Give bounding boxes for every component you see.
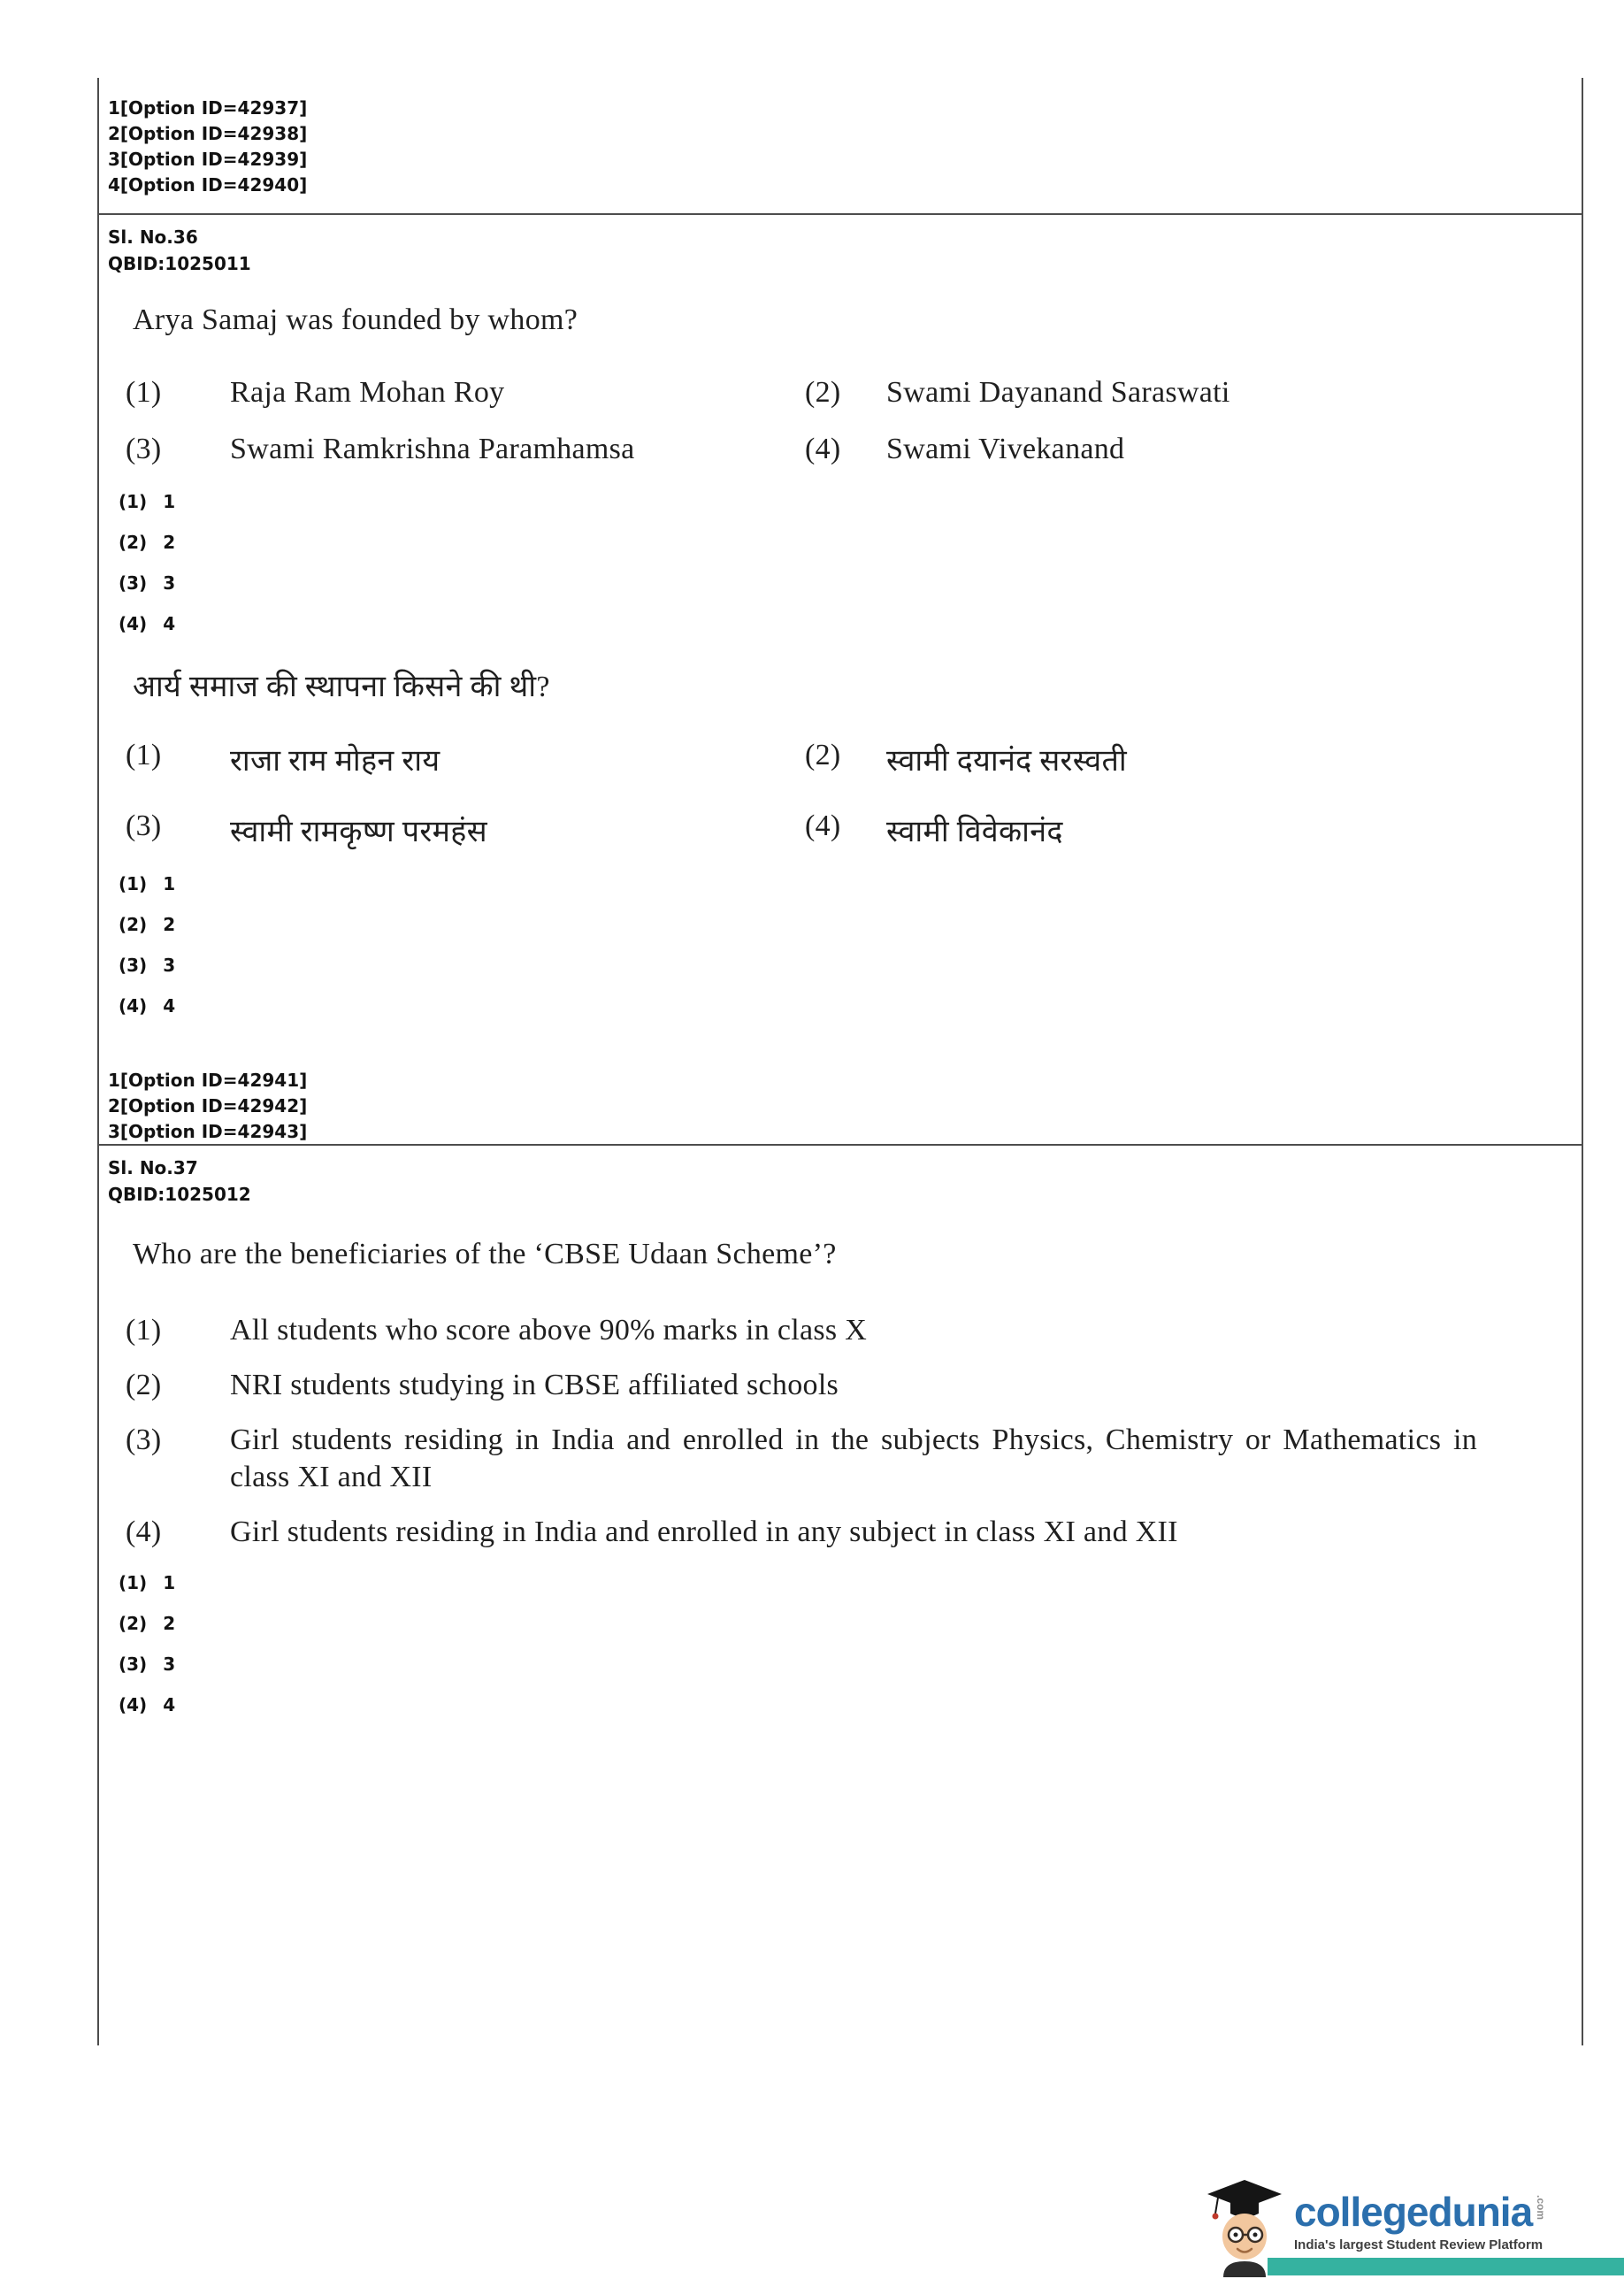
answer-number: (3) bbox=[119, 1654, 148, 1675]
serial-number: Sl. No.37 bbox=[108, 1157, 198, 1178]
answer-row bbox=[119, 532, 1573, 572]
option-number: (4) bbox=[805, 810, 841, 842]
brand-tagline: India's largest Student Review Platform bbox=[1294, 2237, 1544, 2252]
option-number: (2) bbox=[805, 739, 841, 771]
graduate-mascot-icon bbox=[1204, 2178, 1285, 2277]
answer-value: 2 bbox=[163, 1613, 176, 1634]
answer-value: 3 bbox=[163, 1654, 176, 1675]
answer-key-list bbox=[108, 491, 1573, 654]
option-text: स्वामी विवेकानंद bbox=[886, 816, 1063, 848]
logo-bar bbox=[1268, 2258, 1624, 2275]
option-row bbox=[126, 1367, 1573, 1404]
brand-row bbox=[1294, 2189, 1548, 2235]
option-number: (1) bbox=[126, 376, 162, 409]
answer-value: 1 bbox=[163, 491, 176, 512]
answer-value: 2 bbox=[163, 914, 176, 935]
option-text: Girl students residing in India and enrolled in any subject in class XI and XII bbox=[230, 1515, 1178, 1548]
options-hindi bbox=[108, 739, 1573, 850]
qbid: QBID:1025011 bbox=[108, 253, 251, 274]
answer-number: (4) bbox=[119, 995, 148, 1017]
answer-value: 1 bbox=[163, 873, 176, 894]
answer-value: 1 bbox=[163, 1572, 176, 1593]
answer-number: (3) bbox=[119, 572, 148, 594]
option-text: स्वामी दयानंद सरस्वती bbox=[886, 745, 1127, 778]
option-id-block-top bbox=[99, 78, 1582, 213]
answer-number: (3) bbox=[119, 955, 148, 976]
option-id-line: 1[Option ID=42941] bbox=[108, 1070, 308, 1091]
option-id-line: 3[Option ID=42939] bbox=[108, 149, 308, 170]
answer-key-list bbox=[108, 1572, 1573, 1735]
question-37-block bbox=[99, 1144, 1582, 2042]
option-text: Swami Ramkrishna Paramhamsa bbox=[230, 433, 635, 465]
answer-row bbox=[119, 613, 1573, 654]
answer-number: (2) bbox=[119, 914, 148, 935]
option-row bbox=[126, 1514, 1573, 1551]
logo-text-block bbox=[1294, 2191, 1547, 2252]
answer-number: (1) bbox=[119, 873, 148, 894]
answer-row bbox=[119, 491, 1573, 532]
option-text: Swami Vivekanand bbox=[886, 433, 1125, 465]
option-number: (2) bbox=[805, 376, 841, 409]
answer-number: (4) bbox=[119, 613, 148, 634]
option-text: NRI students studying in CBSE affiliated schools bbox=[230, 1369, 839, 1401]
option-text: राजा राम मोहन राय bbox=[230, 745, 440, 778]
option-id-line: 1[Option ID=42937] bbox=[108, 97, 308, 119]
option-text: स्वामी रामकृष्ण परमहंस bbox=[230, 816, 487, 848]
option-number: (1) bbox=[126, 1314, 162, 1347]
option-id-line: 4[Option ID=42940] bbox=[108, 174, 308, 196]
answer-number: (2) bbox=[119, 532, 148, 553]
option-number: (4) bbox=[126, 1515, 162, 1548]
answer-row bbox=[119, 572, 1573, 613]
answer-value: 3 bbox=[163, 572, 176, 594]
option-row bbox=[126, 1312, 1573, 1349]
answer-number: (1) bbox=[119, 1572, 148, 1593]
options-english bbox=[108, 376, 1573, 466]
option-row bbox=[126, 1422, 1573, 1496]
options-english bbox=[108, 1312, 1573, 1551]
answer-row bbox=[119, 1694, 1573, 1735]
answer-row bbox=[119, 1654, 1573, 1694]
option-number: (2) bbox=[126, 1369, 162, 1401]
question-text-english: Arya Samaj was founded by whom? bbox=[133, 303, 578, 336]
option-number: (3) bbox=[126, 1423, 162, 1456]
option-text: Swami Dayanand Saraswati bbox=[886, 376, 1230, 409]
qbid: QBID:1025012 bbox=[108, 1184, 251, 1205]
serial-number: Sl. No.36 bbox=[108, 226, 198, 248]
option-number: (4) bbox=[805, 433, 841, 465]
brand-text: collegedunia bbox=[1294, 2189, 1533, 2235]
answer-value: 2 bbox=[163, 532, 176, 553]
option-number: (3) bbox=[126, 433, 162, 465]
answer-number: (2) bbox=[119, 1613, 148, 1634]
question-text-hindi: आर्य समाज की स्थापना किसने की थी? bbox=[133, 671, 550, 703]
option-text: All students who score above 90% marks in class X bbox=[230, 1314, 868, 1347]
answer-row bbox=[119, 1613, 1573, 1654]
option-text: Girl students residing in India and enrolled in the subjects Physics, Chemistry or Mathematics in class XI and XII bbox=[230, 1423, 1477, 1493]
answer-value: 4 bbox=[163, 613, 176, 634]
option-number: (3) bbox=[126, 810, 162, 842]
option-id-block-q36 bbox=[108, 1068, 1573, 1144]
answer-value: 4 bbox=[163, 995, 176, 1017]
collegedunia-logo bbox=[1204, 2173, 1624, 2279]
answer-row bbox=[119, 914, 1573, 955]
answer-number: (4) bbox=[119, 1694, 148, 1715]
brand-tld: .com bbox=[1535, 2195, 1548, 2221]
question-text-english: Who are the beneficiaries of the ‘CBSE Udaan Scheme’? bbox=[133, 1238, 837, 1270]
answer-key-list bbox=[108, 873, 1573, 1036]
option-id-line: 2[Option ID=42938] bbox=[108, 123, 308, 144]
answer-number: (1) bbox=[119, 491, 148, 512]
answer-row bbox=[119, 873, 1573, 914]
answer-value: 3 bbox=[163, 955, 176, 976]
question-36-block bbox=[99, 213, 1582, 1144]
answer-row bbox=[119, 995, 1573, 1036]
question-paper-table bbox=[97, 78, 1583, 2045]
option-id-line: 2[Option ID=42942] bbox=[108, 1095, 308, 1116]
option-number: (1) bbox=[126, 739, 162, 771]
answer-value: 4 bbox=[163, 1694, 176, 1715]
answer-row bbox=[119, 955, 1573, 995]
option-text: Raja Ram Mohan Roy bbox=[230, 376, 505, 409]
option-id-line: 3[Option ID=42943] bbox=[108, 1121, 308, 1142]
answer-row bbox=[119, 1572, 1573, 1613]
